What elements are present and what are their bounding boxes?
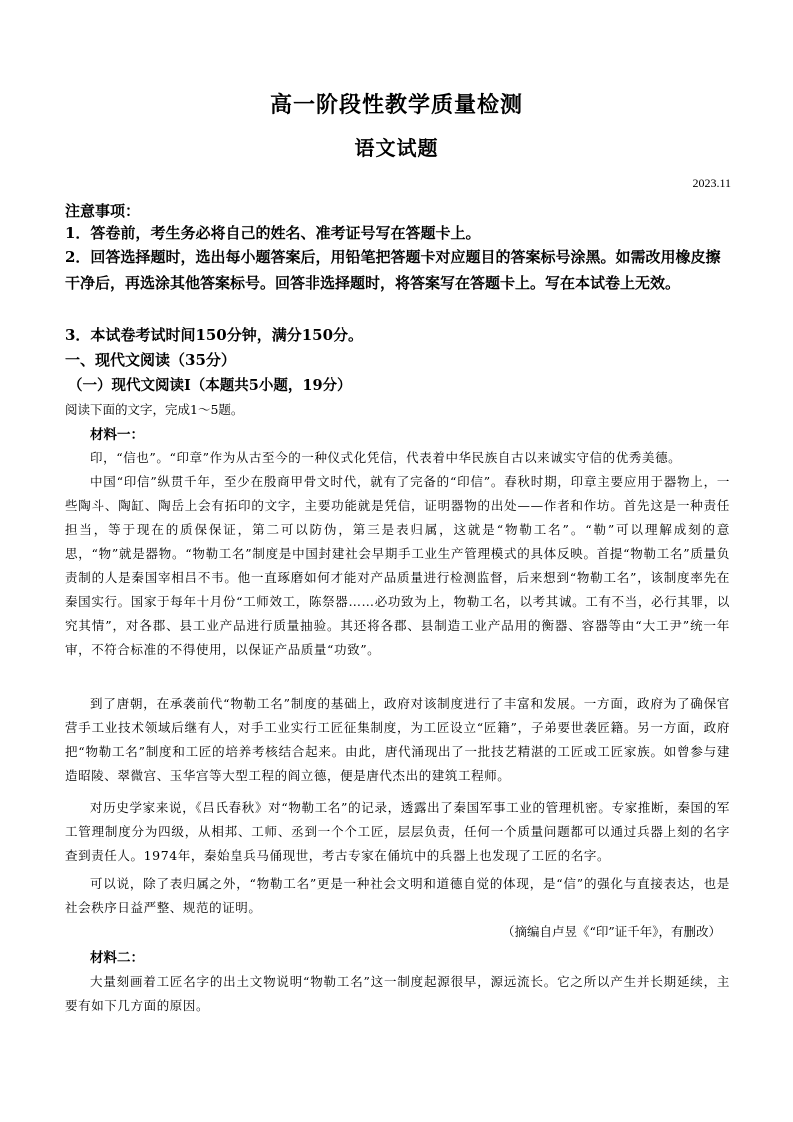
notice-heading: 注意事项： — [65, 202, 141, 220]
material-2-paragraph-1: 大量刻画着工匠名字的出土文物说明“物勒工名”这一制度起源很早，源远流长。它之所以产生并长期延续，主要有如下几方面的原因。 — [65, 974, 730, 1013]
material-1-source: （摘编自卢昱《“印”证千年》，有删改） — [501, 924, 721, 939]
material-1-paragraph-4: 对历史学家来说，《吕氏春秋》对“物勒工名”的记录，透露出了秦国军事工业的管理机密。专家推断，秦国的军工管理制度分为四级，从相邦、工师、丞到一个个工匠，层层负责，任何一个质量问题都可以通过兵器上刻的名字查到责任人。1974年，秦始皇兵马俑现世，考古专家在俑坑中的兵器上也发现了工匠的名字。 — [65, 800, 730, 863]
material-1-paragraph-3: 到了唐朝，在承袭前代“物勒工名”制度的基础上，政府对该制度进行了丰富和发展。一方面，政府为了确保官营手工业技术领域后继有人，对手工业实行工匠征集制度，为工匠设立“匠籍”，子弟要世袭匠籍。另一方面，政府把“物勒工名”制度和工匠的培养考核结合起来。由此，唐代涌现出了一批技艺精湛的工匠或工匠家族。如曾参与建造昭陵、翠微宫、玉华宫等大型工程的阎立德，便是唐代杰出的建筑工程师。 — [65, 696, 730, 783]
notice-item-2: 2．回答选择题时，选出每小题答案后，用铅笔把答题卡对应题目的答案标号涂黑。如需改用橡皮擦干净后，再选涂其他答案标号。回答非选择题时，将答案写在答题卡上。写在本试卷上无效。 — [65, 248, 721, 292]
material-2-label: 材料二： — [90, 950, 144, 966]
material-1-paragraph-2: 中国“印信”纵贯千年，至少在殷商甲骨文时代，就有了完备的“印信”。春秋时期，印章主要应用于器物上，一些陶斗、陶缸、陶岳上会有拓印的文字，主要功能就是凭信，证明器物的出处——作者和作坊。首先这是一种责任担当，等于现在的质保保证，第二可以防伪，第三是表归属，这就是“物勒工名”。“勒”可以理解成刻的意思，“物”就是器物。“物勒工名”制度是中国封建社会早期手工业生产管理模式的具体反映。首提“物勒工名”质量负责制的人是秦国宰相吕不韦。他一直琢磨如何才能对产品质量进行检测监督，后来想到“物勒工名”，该制度率先在秦国实行。国家于每年十月份“工师效工，陈祭器……必功致为上，物勒工名，以考其诚。工有不当，必行其罪，以究其情”，对各郡、县工业产品进行质量抽验。其还将各郡、县制造工业产品用的衡器、容器等由“大工尹”统一年审，不符合标准的不得使用，以保证产品质量“功致”。 — [65, 474, 730, 657]
notice-item-1: 1．答卷前，考生务必将自己的姓名、准考证号写在答题卡上。 — [65, 224, 481, 242]
material-1-paragraph-5: 可以说，除了表归属之外，“物勒工名”更是一种社会文明和道德自觉的体现，是“信”的强化与直接表达，也是社会秩序日益严整、规范的证明。 — [65, 876, 730, 915]
material-1-paragraph-1: 印，“信也”。“印章”作为从古至今的一种仪式化凭信，代表着中华民族自古以来诚实守信的优秀美德。 — [90, 450, 682, 465]
exam-date: 2023.11 — [692, 176, 731, 190]
section-heading: 一、现代文阅读（35分） — [65, 351, 236, 369]
exam-title: 高一阶段性教学质量检测 — [269, 92, 523, 118]
notice-item-3: 3．本试卷考试时间150分钟，满分150分。 — [65, 326, 364, 344]
material-1-label: 材料一： — [90, 427, 144, 443]
exam-subtitle: 语文试题 — [354, 136, 439, 160]
reading-instruction: 阅读下面的文字，完成1～5题。 — [65, 402, 244, 417]
subsection-heading: （一）现代文阅读Ⅰ（本题共5小题，19分） — [68, 377, 352, 394]
